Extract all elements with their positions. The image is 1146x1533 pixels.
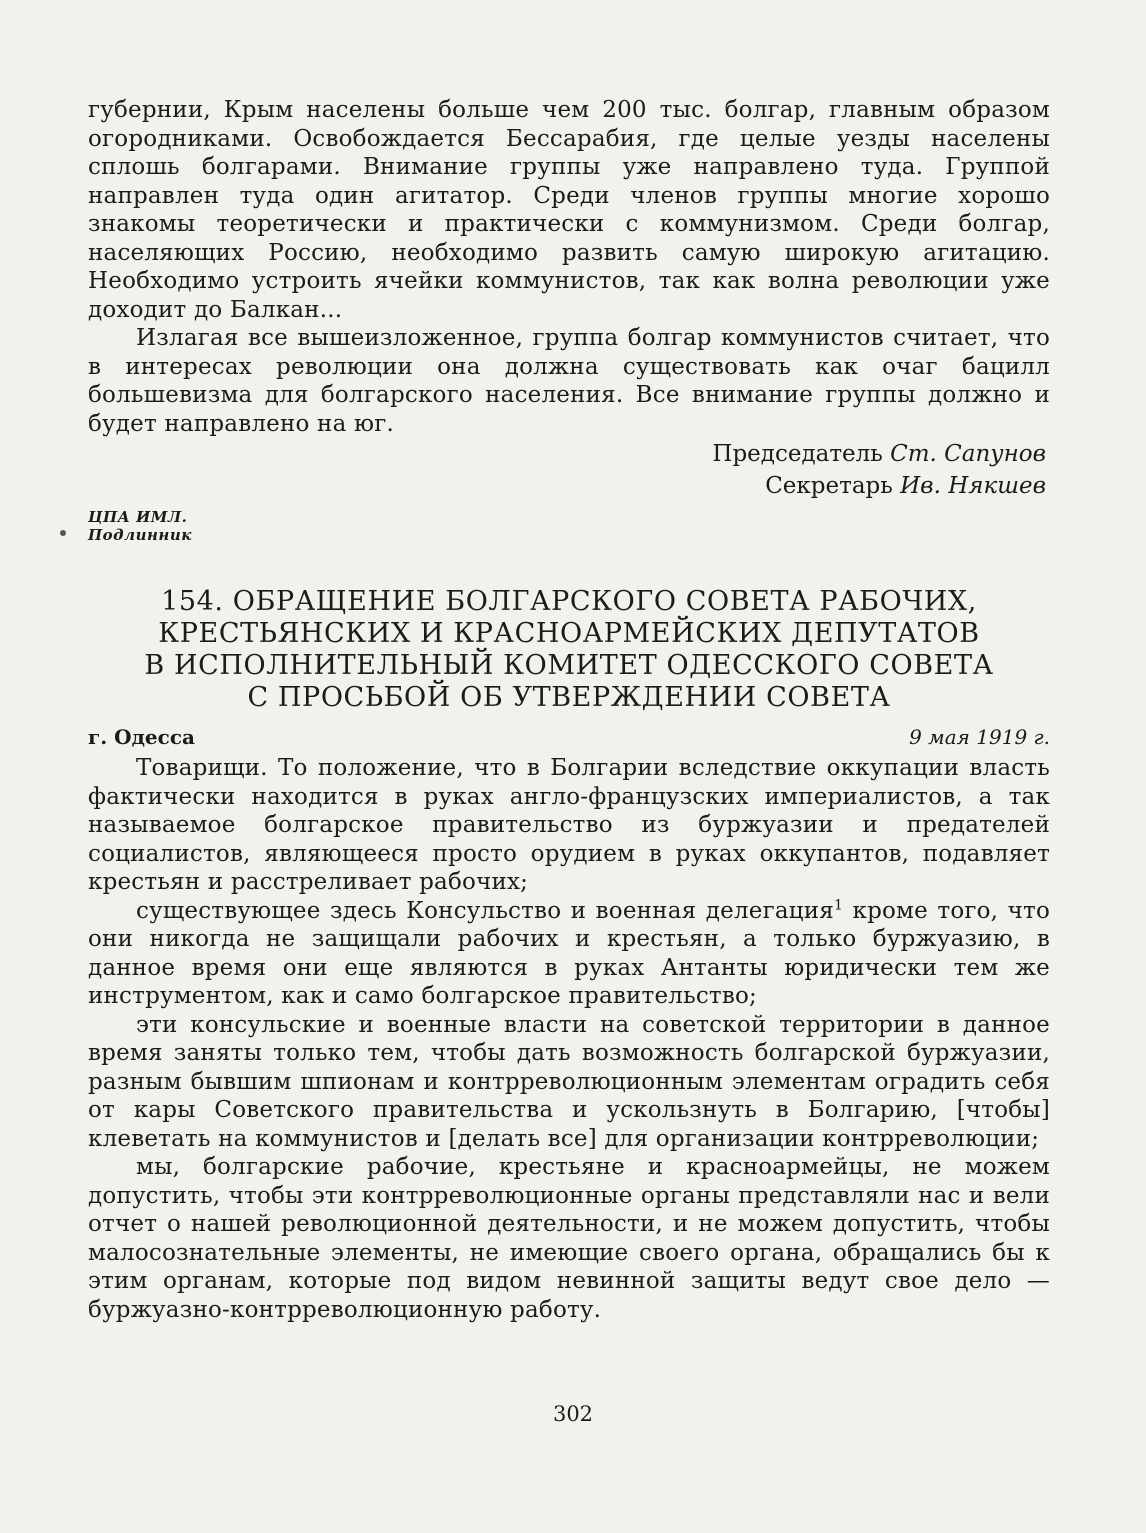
heading-line: В ИСПОЛНИТЕЛЬНЫЙ КОМИТЕТ ОДЕССКОГО СОВЕТА [144, 650, 994, 681]
dateline [88, 724, 1050, 750]
document-heading [88, 586, 1050, 714]
appeal-body [88, 754, 1050, 1324]
margin-dot [60, 530, 66, 536]
signature-name: Ив. Някшев [900, 473, 1046, 499]
body-paragraph-2-end: кроме того, что они никогда не защищали рабочих и крестьян, а только буржуазию, в данное время они еще являются в руках Антанты юридически тем же инструментом, как и само болгарское правительство; [88, 897, 1050, 1009]
signature-role: Председатель [712, 441, 883, 467]
signature-role: Секретарь [765, 473, 893, 499]
body-paragraph-4: мы, болгарские рабочие, крестьяне и красноармейцы, не можем допустить, чтобы эти контрреволюционные органы представляли нас и вели отчет о нашей революционной деятельности, и не можем допустить, чтобы малосознательные элементы, не имеющие своего органа, обращались бы к этим органам, которые под видом невинной защиты ведут свое дело — буржуазно-контрреволюционную работу. [88, 1154, 1050, 1323]
heading-line: 154. ОБРАЩЕНИЕ БОЛГАРСКОГО СОВЕТА РАБОЧИХ, [161, 586, 977, 617]
signature-name: Ст. Сапунов [890, 441, 1046, 467]
intro-paragraph-2: Излагая все вышеизложенное, группа болгар коммунистов считает, что в интересах революции она должна существовать как очаг бацилл большевизма для болгарского населения. Все внимание группы должно и будет направлено на юг. [88, 325, 1050, 437]
body-paragraph-1: Товарищи. То положение, что в Болгарии вследствие оккупации власть фактически находится в руках англо-французских империалистов, а так называемое болгарское правительство из буржуазии и предателей социалистов, являющееся просто орудием в руках оккупантов, подавляет крестьян и расстреливает рабочих; [88, 755, 1050, 895]
dateline-place: г. Одесса [88, 725, 195, 749]
footnote-marker: 1 [833, 896, 844, 913]
body-paragraph-2-start: существующее здесь Консульство и военная делегация [136, 897, 834, 924]
dateline-date: 9 мая 1919 г. [909, 725, 1050, 749]
page-number: 302 [552, 1402, 594, 1426]
document-page [88, 96, 1050, 1324]
heading-line: С ПРОСЬБОЙ ОБ УТВЕРЖДЕНИИ СОВЕТА [247, 682, 891, 713]
archive-reference [88, 508, 1050, 544]
signature-secretary [88, 470, 1046, 502]
intro-paragraph-1: губернии, Крым населены больше чем 200 тыс. болгар, главным образом огородниками. Освобождается Бессарабия, где целые уезды населены сплошь болгарами. Внимание группы уже направлено туда. Группой направлен туда один агитатор. Среди членов группы многие хорошо знакомы теоретически и практически с коммунизмом. Среди болгар, населяющих Россию, необходимо развить самую широкую агитацию. Необходимо устроить ячейки коммунистов, так как волна революции уже доходит до Балкан... [88, 97, 1050, 323]
archive-source: ЦПА ИМЛ. [88, 508, 188, 526]
body-paragraph-2 [88, 897, 1050, 1011]
archive-type: Подлинник [88, 526, 192, 544]
body-paragraph-3: эти консульские и военные власти на советской территории в данное время заняты только тем, чтобы дать возможность болгарской буржуазии, разным бывшим шпионам и контрреволюционным элементам оградить себя от кары Советского правительства и ускользнуть в Болгарию, [чтобы] клеветать на коммунистов и [делать все] для организации контрреволюции; [88, 1011, 1050, 1152]
signature-chairman [88, 438, 1046, 470]
heading-line: КРЕСТЬЯНСКИХ И КРАСНОАРМЕЙСКИХ ДЕПУТАТОВ [158, 618, 980, 649]
